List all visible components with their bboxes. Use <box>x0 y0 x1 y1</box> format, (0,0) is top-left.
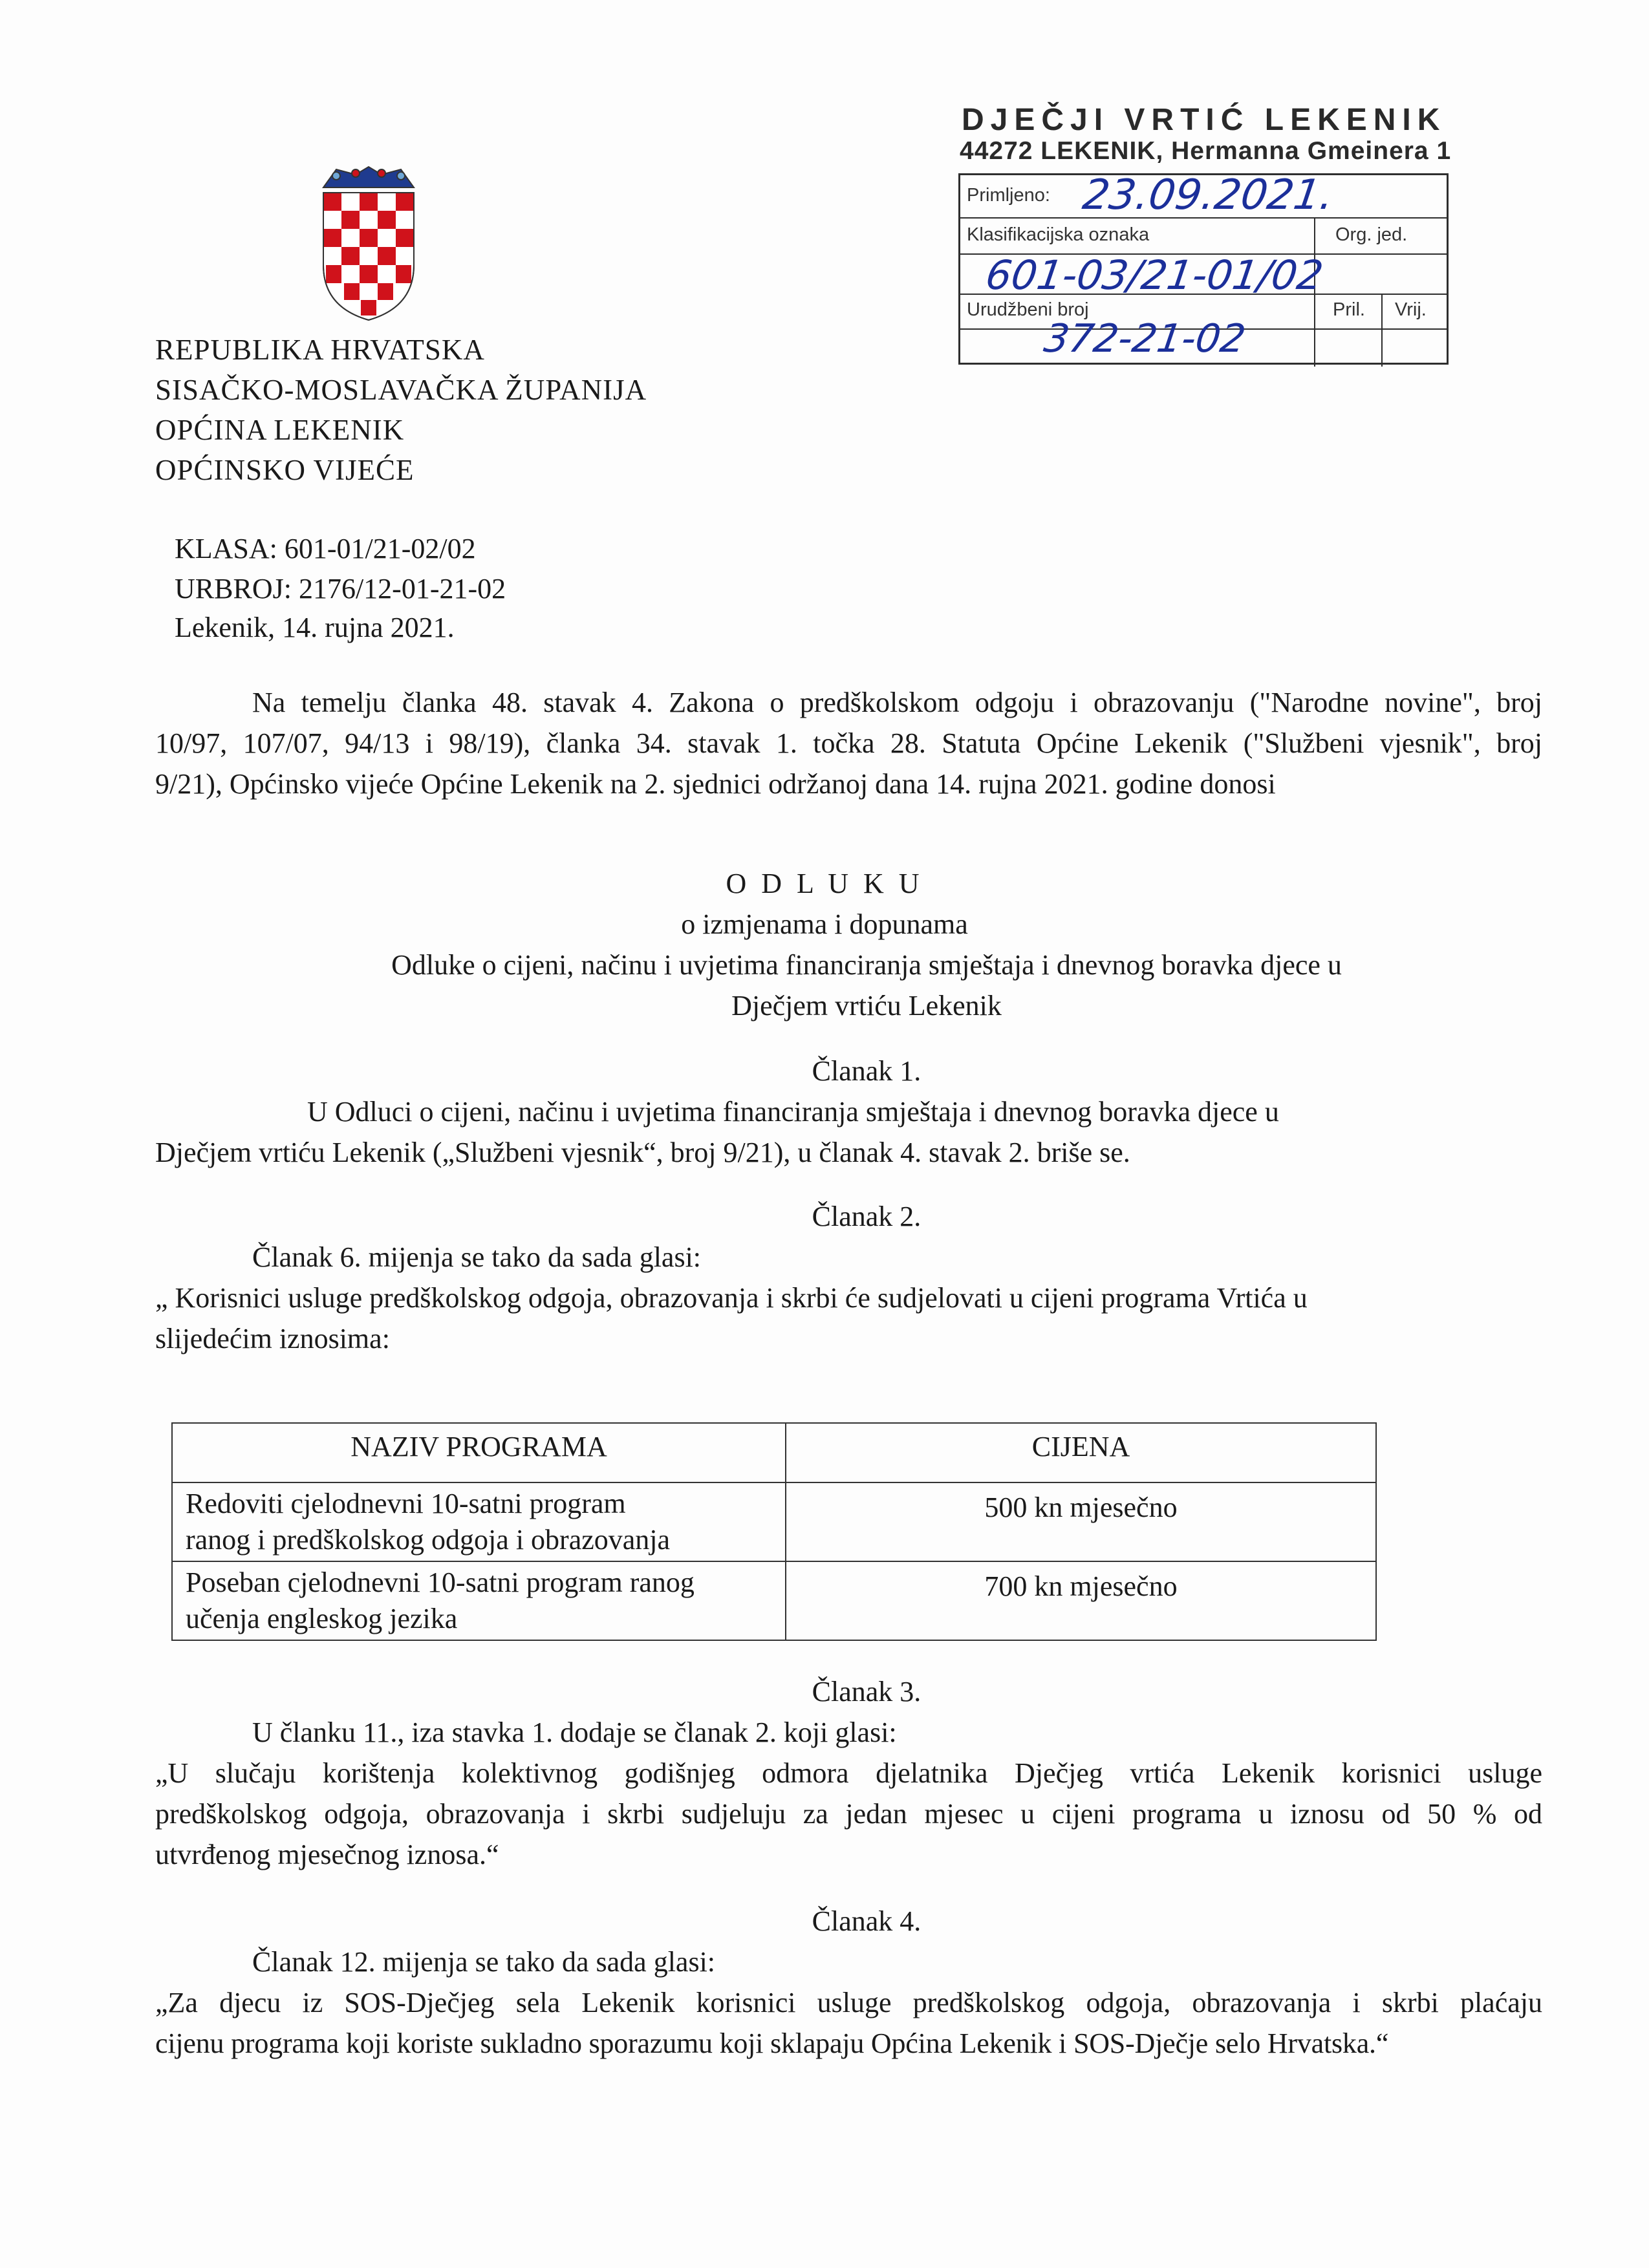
program-price: 500 kn mjesečno <box>786 1482 1376 1561</box>
program-name-line-2: ranog i predškolskog odgoja i obrazovanja <box>186 1524 671 1556</box>
article-2-heading: Članak 2. <box>812 1201 921 1232</box>
preamble-line-1: Na temelju članka 48. stavak 4. Zakona o predškolskom odgoju i obrazovanju ("Narodne novine", broj <box>252 687 1542 718</box>
table-header-price: CIJENA <box>786 1423 1376 1482</box>
place-date: Lekenik, 14. rujna 2021. <box>175 612 455 643</box>
article-3-line-4: utvrđenog mjesečnog iznosa.“ <box>155 1839 499 1870</box>
preamble-line-3: 9/21), Općinsko vijeće Općine Lekenik na 2. sjednici održanoj dana 14. rujna 2021. godine donosi <box>155 768 1276 800</box>
preamble-line-2: 10/97, 107/07, 94/13 i 98/19), članka 34. stavak 1. točka 28. Statuta Općine Lekenik ("Službeni vjesnik", broj <box>155 727 1542 759</box>
article-4-line-2: „Za djecu iz SOS-Dječjeg sela Lekenik korisnici usluge predškolskog odgoja, obrazovanja i skrbi plaćaju <box>155 1987 1542 2018</box>
article-1-heading: Članak 1. <box>812 1055 921 1087</box>
title-subtitle: o izmjenama i dopunama <box>681 908 968 940</box>
program-name-line-2: učenja engleskog jezika <box>186 1603 458 1634</box>
header-republic: REPUBLIKA HRVATSKA <box>155 334 485 366</box>
header-municipality: OPĆINA LEKENIK <box>155 414 405 446</box>
article-3-heading: Članak 3. <box>812 1676 921 1707</box>
program-price: 700 kn mjesečno <box>786 1561 1376 1640</box>
table-row <box>172 1561 1376 1640</box>
table-row <box>172 1482 1376 1561</box>
program-name <box>172 1482 786 1561</box>
vrij-label: Vrij. <box>1395 299 1427 320</box>
table-header-program: NAZIV PROGRAMA <box>172 1423 786 1482</box>
article-1-line-2: Dječjem vrtiću Lekenik („Službeni vjesnik“, broj 9/21), u članak 4. stavak 2. briše se. <box>155 1137 1130 1168</box>
article-1-line-1: U Odluci o cijeni, načinu i uvjetima financiranja smještaja i dnevnog boravka djece u <box>307 1096 1279 1128</box>
klasa: KLASA: 601-01/21-02/02 <box>175 533 476 564</box>
article-2-line-3: slijedećim iznosima: <box>155 1323 390 1354</box>
article-4-heading: Članak 4. <box>812 1905 921 1937</box>
pril-label: Pril. <box>1333 299 1365 320</box>
article-3-line-1: U članku 11., iza stavka 1. dodaje se članak 2. koji glasi: <box>252 1717 897 1748</box>
header-county: SISAČKO-MOSLAVAČKA ŽUPANIJA <box>155 374 647 406</box>
received-date: 23.09.2021. <box>1079 171 1337 219</box>
header-council: OPĆINSKO VIJEĆE <box>155 454 415 486</box>
article-4-line-3: cijenu programa koji koriste sukladno sporazumu koji sklapaju Općina Lekenik i SOS-Dječje selo Hrvatska.“ <box>155 2027 1389 2059</box>
program-name-line-1: Redoviti cjelodnevni 10-satni program <box>186 1488 626 1519</box>
stamp-title: DJEČJI VRTIĆ LEKENIK <box>962 103 1447 137</box>
reg-label: Urudžbeni broj <box>967 299 1089 320</box>
received-stamp <box>958 173 1449 365</box>
article-4-line-1: Članak 12. mijenja se tako da sada glasi: <box>252 1946 716 1978</box>
reg-value: 372-21-02 <box>1041 316 1249 361</box>
stamp-address: 44272 LEKENIK, Hermanna Gmeinera 1 <box>960 137 1452 165</box>
class-value: 601-03/21-01/02 <box>982 251 1326 299</box>
article-3-line-2: „U slučaju korištenja kolektivnog godišnjeg odmora djelatnika Dječjeg vrtića Lekenik korisnici usluge <box>155 1757 1542 1789</box>
article-2-line-2: „ Korisnici usluge predškolskog odgoja, obrazovanja i skrbi će sudjelovati u cijeni programa Vrtića u <box>155 1282 1308 1314</box>
org-label: Org. jed. <box>1335 224 1408 245</box>
title-line-4: Dječjem vrtiću Lekenik <box>731 990 1002 1022</box>
croatian-coat-of-arms-icon <box>310 162 427 323</box>
urbroj: URBROJ: 2176/12-01-21-02 <box>175 573 506 604</box>
program-name-line-1: Poseban cjelodnevni 10-satni program ranog <box>186 1567 695 1598</box>
article-2-line-1: Članak 6. mijenja se tako da sada glasi: <box>252 1241 702 1273</box>
title-line-3: Odluke o cijeni, načinu i uvjetima financiranja smještaja i dnevnog boravka djece u <box>391 949 1342 981</box>
class-label: Klasifikacijska oznaka <box>967 224 1150 245</box>
program-name <box>172 1561 786 1640</box>
article-3-line-3: predškolskog odgoja, obrazovanja i skrbi sudjeluju za jedan mjesec u cijeni programa u iznosu od 50 % od <box>155 1798 1542 1830</box>
price-table <box>171 1422 1377 1641</box>
received-label: Primljeno: <box>967 185 1050 206</box>
document-title: O D L U K U <box>726 868 923 899</box>
